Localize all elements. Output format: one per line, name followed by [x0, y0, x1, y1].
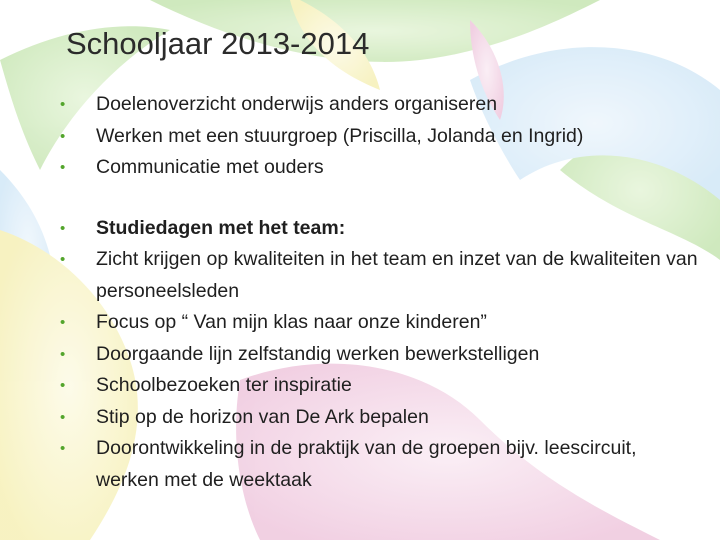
- bullet-icon: •: [60, 408, 66, 426]
- list-item: [60, 370, 700, 402]
- list-item-text: Focus op “ Van mijn klas naar onze kinderen”: [96, 311, 487, 333]
- list-item-text: Studiedagen met het team:: [96, 216, 346, 239]
- slide-title: Schooljaar 2013-2014: [66, 26, 370, 61]
- list-item-text: Doelenoverzicht onderwijs anders organiseren: [96, 93, 498, 115]
- list-item: [60, 339, 700, 371]
- list-item-text: Werken met een stuurgroep (Priscilla, Jolanda en Ingrid): [96, 124, 584, 147]
- bullet-icon: •: [60, 440, 66, 457]
- list-item-heading: [60, 213, 700, 245]
- list-item-text: Stip op de horizon van De Ark bepalen: [96, 405, 429, 428]
- list-item-text: Communicatie met ouders: [96, 156, 324, 178]
- bullet-icon: •: [60, 345, 66, 363]
- bullet-icon: •: [60, 219, 66, 237]
- list-item: [60, 402, 700, 434]
- list-item: [60, 244, 700, 307]
- list-item: [60, 433, 700, 496]
- bullet-icon: •: [60, 251, 66, 268]
- list-item: [60, 89, 700, 121]
- list-item-text: Zicht krijgen op kwaliteiten in het team en inzet van de kwaliteiten van personeelsleden: [96, 248, 698, 302]
- bullet-icon: •: [60, 96, 66, 113]
- list-item-text: Doorgaande lijn zelfstandig werken bewerkstelligen: [96, 342, 540, 365]
- bullet-icon: •: [60, 159, 66, 176]
- list-item: [60, 121, 700, 153]
- list-item-text: Doorontwikkeling in de praktijk van de groepen bijv. leescircuit, werken met de weektaak: [96, 437, 637, 491]
- bullet-icon: •: [60, 127, 66, 145]
- list-item-text: Schoolbezoeken ter inspiratie: [96, 374, 352, 396]
- list-item: [60, 307, 700, 339]
- bullet-icon: •: [60, 377, 66, 394]
- bullet-list: [60, 89, 700, 496]
- list-item: [60, 152, 700, 184]
- bullet-icon: •: [60, 314, 66, 331]
